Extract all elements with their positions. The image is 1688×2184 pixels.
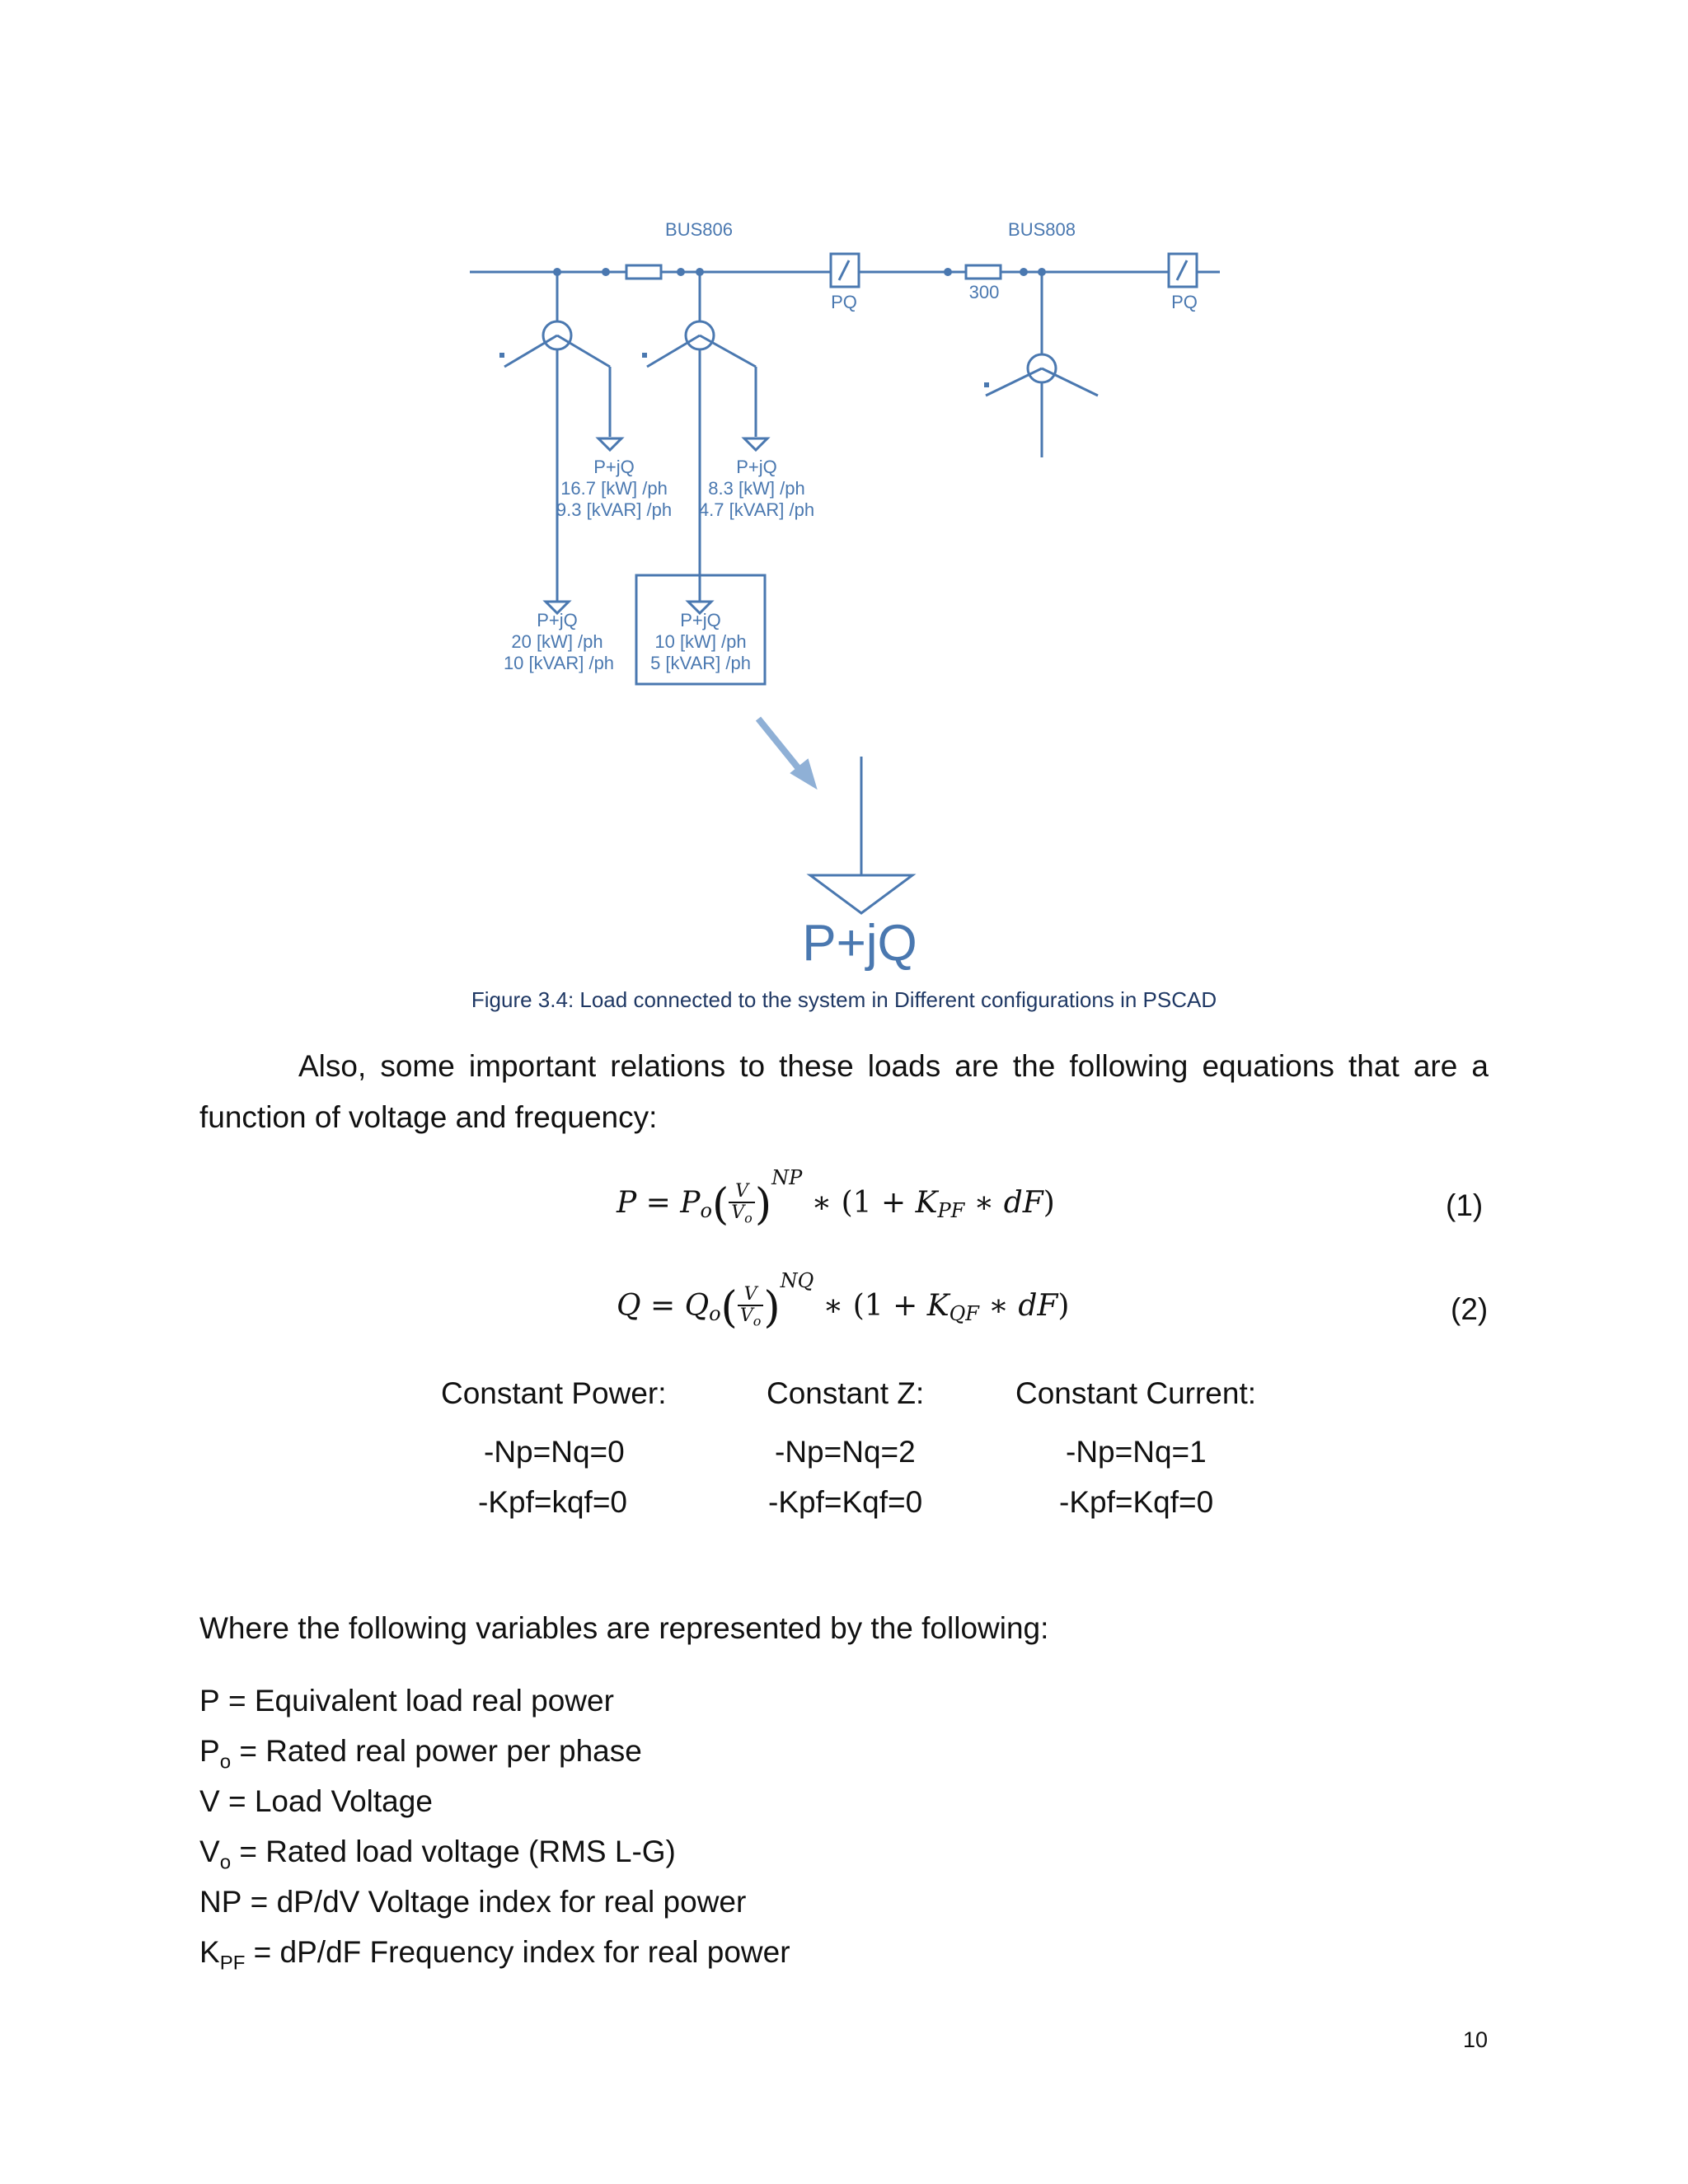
arrow-icon	[758, 719, 816, 788]
equation-2: $Q = Q_o$( $\frac{V}{V_o}$ )$^{NQ}$ ∗ ($1 + K_{QF}$ ∗ dF)	[617, 1269, 1070, 1333]
load-type-heading-current: Constant Current:	[1015, 1376, 1257, 1410]
equation-2-number: (2)	[1451, 1292, 1489, 1326]
load-b-q: 4.7 [kVAR] /ph	[698, 499, 815, 520]
equation-1: $P = P_o$( $\frac{V}{V_o}$ )$^{NP}$ ∗ ($1 + K_{PF}$ ∗ dF)	[617, 1166, 1055, 1230]
load-b-symbol	[744, 438, 767, 450]
load-c-q: 10 [kVAR] /ph	[503, 653, 615, 673]
load-a-symbol	[598, 438, 621, 450]
load-c-p: 20 [kW] /ph	[511, 631, 603, 652]
variable-item: $P_o$ = Rated real power per phase	[199, 1734, 642, 1774]
load-type-heading-z: Constant Z:	[767, 1376, 925, 1410]
load-b-title: P+jQ	[736, 457, 777, 477]
load-a-q: 9.3 [kVAR] /ph	[556, 499, 673, 520]
variable-item: NP = dP/dV Voltage index for real power	[199, 1885, 747, 1919]
load-type-current-np: -Np=Nq=1	[1066, 1435, 1207, 1469]
pq-meter-label-2: PQ	[1171, 292, 1198, 312]
variable-item: P = Equivalent load real power	[199, 1684, 614, 1718]
big-load-label: P+jQ	[802, 915, 917, 972]
load-b-p: 8.3 [kW] /ph	[708, 478, 805, 499]
load-d-q: 5 [kVAR] /ph	[650, 653, 751, 673]
variable-item: V = Load Voltage	[199, 1784, 433, 1818]
load-type-power-np: -Np=Nq=0	[484, 1435, 625, 1469]
bus-808-label: BUS808	[1008, 219, 1076, 240]
variable-item: $K_{PF} = dP/dF$ Frequency index for real power	[199, 1935, 790, 1975]
load-c-title: P+jQ	[537, 610, 578, 630]
load-type-current-kpf: -Kpf=Kqf=0	[1059, 1485, 1214, 1519]
line-value-label: 300	[968, 282, 1000, 302]
load-a-p: 16.7 [kW] /ph	[560, 478, 668, 499]
line-resistor-1	[626, 265, 661, 279]
load-type-power-kpf: -Kpf=kqf=0	[478, 1485, 628, 1519]
body-paragraph: Also, some important relations to these loads are the following equations that are a function of voltage and frequency:	[199, 1049, 1489, 1134]
big-load-symbol	[810, 875, 912, 913]
load-type-z-kpf: -Kpf=Kqf=0	[768, 1485, 923, 1519]
equation-1-number: (1)	[1446, 1188, 1484, 1222]
figure-caption: Figure 3.4: Load connected to the system in Different configurations in PSCAD	[471, 987, 1217, 1012]
load-type-heading-power: Constant Power:	[441, 1376, 667, 1410]
load-d-p: 10 [kW] /ph	[654, 631, 747, 652]
line-resistor-2	[966, 265, 1001, 279]
load-d-title: P+jQ	[680, 610, 721, 630]
bus-806-label: BUS806	[665, 219, 733, 240]
load-a-title: P+jQ	[593, 457, 635, 477]
pq-meter-label-1: PQ	[831, 292, 857, 312]
circuit-diagram	[0, 0, 1688, 981]
variable-item: $V_o$ = Rated load voltage (RMS L-G)	[199, 1835, 676, 1874]
variables-intro: Where the following variables are represented by the following:	[199, 1611, 1049, 1645]
load-type-z-np: -Np=Nq=2	[775, 1435, 916, 1469]
page-number: 10	[1463, 2027, 1489, 2052]
